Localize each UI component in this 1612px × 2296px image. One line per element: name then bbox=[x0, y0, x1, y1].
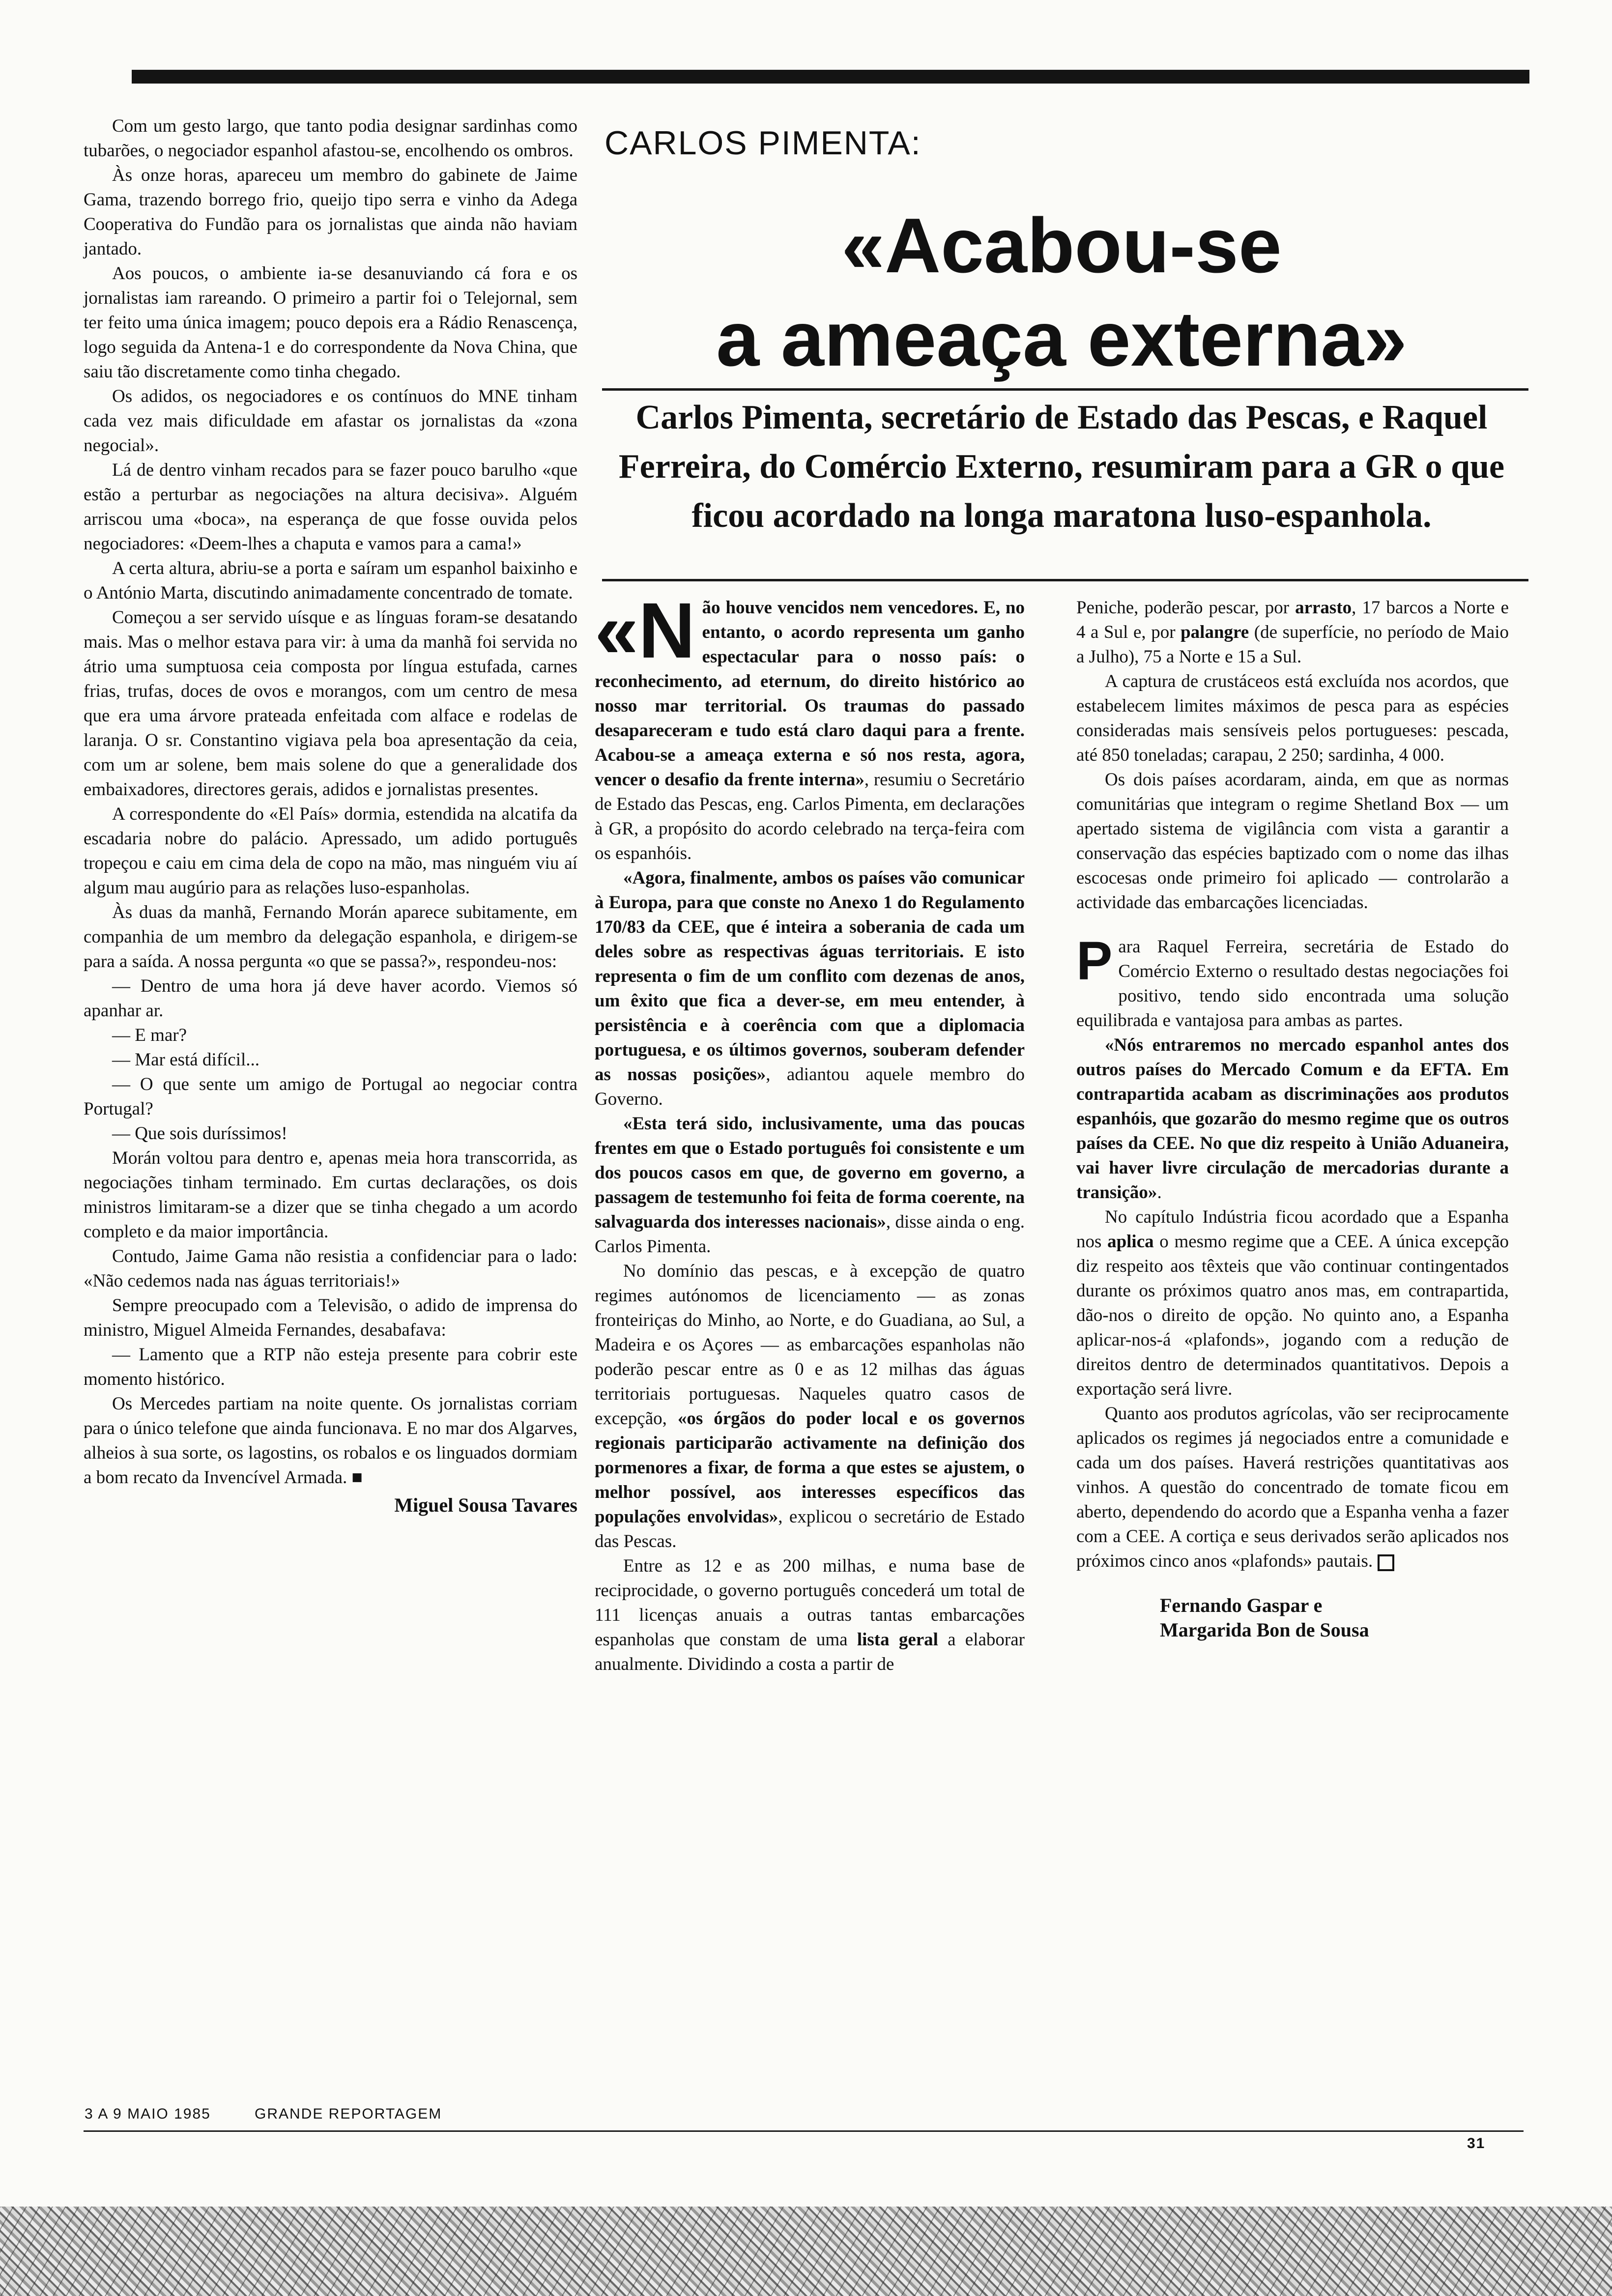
opening-paragraph bbox=[595, 586, 1025, 866]
bold-term: palangre bbox=[1180, 622, 1249, 642]
author-line: Fernando Gaspar e bbox=[1160, 1594, 1323, 1616]
dialogue-line: — Lamento que a RTP não esteja presente para cobrir este momento histórico. bbox=[84, 1345, 577, 1389]
body-text: . bbox=[1157, 1182, 1162, 1203]
left-paragraph: Contudo, Jaime Gama não resistia a confidenciar para o lado: «Não cedemos nada nas águas territoriais!» bbox=[84, 1246, 577, 1291]
body-text: , explicou o secretário de Estado das Pescas. bbox=[595, 1507, 1025, 1551]
right-authors bbox=[1160, 1593, 1509, 1642]
body-text: Entre as 12 e as 200 milhas, e numa base de reciprocidade, o governo português concederá um total de 111 licenças anuais a outras tantas embarcações espanholas que constam de uma bbox=[595, 1556, 1025, 1650]
left-paragraph bbox=[84, 1392, 577, 1490]
quote-attribution: , resumiu o Secretário de Estado das Pescas, eng. Carlos Pimenta, em declarações à GR, a propósito do acordo celebrado na terça-feira com os espanhóis. bbox=[595, 770, 1025, 863]
closing-paragraph-text: Os Mercedes partiam na noite quente. Os jornalistas corriam para o único telefone que ainda funcionava. E no mar dos Algarves, alheios à sua sorte, os lagostins, os robalos e os linguados dormiam a bom recato da Invencível Armada. bbox=[84, 1394, 577, 1488]
left-paragraph: Lá de dentro vinham recados para se fazer pouco barulho «que estão a perturbar as negociações na altura decisiva». Alguém arriscou uma «boca», na esperança de que fosse ouvida pelos negociadores: «Deem-lhes a chaputa e vamos para a cama!» bbox=[84, 460, 577, 554]
left-paragraph: Morán voltou para dentro e, apenas meia hora transcorrida, as negociações tinham terminado. Em curtas declarações, os dois ministros limitaram-se a dizer que se tinha chegado a um acordo completo e da maior importância. bbox=[84, 1148, 577, 1242]
right-paragraph: A captura de crustáceos está excluída nos acordos, que estabelecem limites máximos de pesca para as espécies consideradas mais sensíveis pelos portugueses: pescada, até 850 toneladas; carapau, 2 250; sardinha, 4 000. bbox=[1076, 671, 1509, 765]
left-paragraph: Às duas da manhã, Fernando Morán aparece subitamente, em companhia de um membro da delegação espanhola, e dirigem-se para a saída. A nossa pergunta «o que se passa?», respondeu-nos: bbox=[84, 902, 577, 972]
top-rule bbox=[132, 70, 1529, 84]
left-paragraph: Aos poucos, o ambiente ia-se desanuviando cá fora e os jornalistas iam rareando. O primeiro a partir foi o Telejornal, sem ter feito uma única imagem; pouco depois era a Rádio Renascença, logo seguida da Antena-1 e do correspondente da Nova China, que saiu tão discretamente como tinha chegado. bbox=[84, 263, 577, 382]
body-text: No capítulo Indústria ficou acordado que a Espanha nos bbox=[1076, 1207, 1509, 1252]
quote-attribution: , disse ainda o eng. Carlos Pimenta. bbox=[595, 1212, 1025, 1257]
left-paragraph: Sempre preocupado com a Televisão, o adido de imprensa do ministro, Miguel Almeida Fernandes, desabafava: bbox=[84, 1295, 577, 1340]
footer-rule bbox=[84, 2130, 1524, 2132]
scan-noise-overlay bbox=[0, 2207, 1612, 2296]
body-text: o mesmo regime que a CEE. A única excepção diz respeito aos têxteis que vão continuar contingentados durante os próximos quatro anos mas, em contrapartida, dão-nos o direito de opção. No quinto ano, a Espanha aplicar-nos-á «plafonds», jogando com a redução de direitos dentro de determinados quantitativos. Depois a exportação será livre. bbox=[1076, 1232, 1509, 1399]
mid-paragraph bbox=[595, 1259, 1025, 1554]
body-text: , 17 barcos a Norte e 4 a Sul e, por bbox=[1076, 598, 1509, 642]
headline-rule bbox=[602, 388, 1528, 391]
headline-line-1: «Acabou-se bbox=[841, 202, 1282, 289]
right-paragraph bbox=[1076, 1402, 1509, 1574]
footer-date: 3 A 9 MAIO 1985 bbox=[85, 2106, 211, 2122]
right-paragraph: Os dois países acordaram, ainda, em que as normas comunitárias que integram o regime Shetland Box — um apertado sistema de vigilância com vista a garantir a conservação das espécies baptizado com o nome das ilhas escocesas onde primeiro foi aplicado — controlarão a actividade das embarcações licenciadas. bbox=[1076, 770, 1509, 913]
dialogue-line: — Mar está difícil... bbox=[112, 1050, 260, 1070]
quote-bold: «Agora, finalmente, ambos os países vão comunicar à Europa, para que conste no Anexo 1 do Regulamento 170/83 da CEE, que é inteira a soberania de cada um deles sobre as respectivas águas territoriais. E isto representa o fim de um conflito com dezenas de anos, um êxito que fica a dever-se, em meu entender, à persistência e à coerência com que a diplomacia portuguesa, e os últimos governos, souberam defender as nossas posições» bbox=[595, 868, 1025, 1085]
end-square-icon: ■ bbox=[351, 1467, 363, 1488]
kicker: CARLOS PIMENTA: bbox=[604, 124, 921, 162]
left-paragraph: Às onze horas, apareceu um membro do gabinete de Jaime Gama, trazendo borrego frio, queijo tipo serra e vinho da Adega Cooperativa do Fundão para os jornalistas que ainda não haviam jantado. bbox=[84, 165, 577, 259]
end-mark-icon bbox=[1378, 1554, 1394, 1571]
left-author: Miguel Sousa Tavares bbox=[394, 1494, 577, 1516]
left-paragraph: Os adidos, os negociadores e os contínuos do MNE tinham cada vez mais dificuldade em afastar os jornalistas da «zona negocial». bbox=[84, 386, 577, 456]
bold-term: lista geral bbox=[857, 1630, 938, 1650]
drop-cap-p: P bbox=[1076, 931, 1113, 991]
dialogue-line: — E mar? bbox=[112, 1025, 187, 1045]
body-text: (de superfície, no período de Maio a Julho), 75 a Norte e 15 a Sul. bbox=[1076, 622, 1509, 667]
headline-line-2: a ameaça externa» bbox=[716, 296, 1407, 382]
dialogue-line: — Que sois duríssimos! bbox=[112, 1123, 288, 1144]
quote-bold: ão houve vencidos nem vencedores. E, no entanto, o acordo representa um ganho espectacular para o nosso país: o reconhecimento, ad eternum, do direito histórico ao nosso mar territorial. Os traumas do passado desapareceram e tudo está claro daqui para a frente. Acabou-se a ameaça externa e só nos resta, agora, vencer o desafio da frente interna» bbox=[595, 598, 1025, 790]
dialogue-line: — Dentro de uma hora já deve haver acordo. Viemos só apanhar ar. bbox=[84, 976, 577, 1021]
headline bbox=[600, 199, 1524, 386]
bold-term: aplica bbox=[1107, 1232, 1154, 1252]
body-text: Quanto aos produtos agrícolas, vão ser reciprocamente aplicados os regimes já negociados entre a comunidade e cada um dos países. Haverá restrições quantitativas aos vinhos. A questão do concentrado de tomate ficou em aberto, dependendo do acordo que a Espanha venha a fazer com a CEE. A cortiça e seus derivados serão aplicados nos próximos cinco anos «plafonds» pautais. bbox=[1076, 1404, 1509, 1571]
second-section-opening bbox=[1076, 931, 1509, 1033]
mid-paragraph bbox=[595, 1554, 1025, 1677]
mid-paragraph bbox=[595, 866, 1025, 1112]
middle-column bbox=[595, 586, 1025, 1677]
body-text: No domínio das pescas, e à excepção de quatro regimes autónomos de licenciamento — as zonas fronteiriças do Minho, ao Norte, e do Guadiana, ao Sul, a Madeira e os Açores — as embarcações espanholas não poderão pescar entre as 0 e as 12 milhas das águas territoriais portuguesas. Naqueles quatro casos de excepção, bbox=[595, 1261, 1025, 1429]
author-line: Margarida Bon de Sousa bbox=[1160, 1619, 1369, 1641]
left-paragraph: Começou a ser servido uísque e as línguas foram-se desatando mais. Mas o melhor estava para vir: à uma da manhã foi servida no átrio uma sumptuosa ceia composta por língua estufada, carnes frias, trufas, doces de ovos e morangos, com um centro de mesa que era uma árvore prateada enfeitada com alface e rodelas de laranja. O sr. Constantino vigiava pela boa apresentação da ceia, com um ar solene, bem mais solene do que a generalidade dos embaixadores, directores gerais, adidos e jornalistas presentes. bbox=[84, 607, 577, 800]
lead-paragraph: Carlos Pimenta, secretário de Estado das Pescas, e Raquel Ferreira, do Comércio Externo, resumiram para a GR o que ficou acordado na longa maratona luso-espanhola. bbox=[618, 399, 1505, 535]
left-paragraph: Com um gesto largo, que tanto podia designar sardinhas como tubarões, o negociador espanhol afastou-se, encolhendo os ombros. bbox=[84, 116, 577, 161]
lead-rule bbox=[602, 579, 1528, 581]
body-text: ara Raquel Ferreira, secretária de Estado do Comércio Externo o resultado destas negociações foi positivo, tendo sido encontrada uma solução equilibrada e vantajosa para ambas as partes. bbox=[1076, 937, 1509, 1031]
quote-attribution: , adiantou aquele membro do Governo. bbox=[595, 1064, 1025, 1109]
left-paragraph: A certa altura, abriu-se a porta e saíram um espanhol baixinho e o António Marta, discutindo animadamente concentrado de tomate. bbox=[84, 558, 577, 603]
right-column bbox=[1076, 596, 1509, 1642]
body-text: a elaborar anualmente. Dividindo a costa a partir de bbox=[595, 1630, 1025, 1674]
bold-term: arrasto bbox=[1295, 598, 1352, 618]
right-paragraph bbox=[1076, 1033, 1509, 1205]
dialogue-line: — O que sente um amigo de Portugal ao negociar contra Portugal? bbox=[84, 1074, 577, 1119]
right-paragraph bbox=[1076, 596, 1509, 669]
quote-bold: «os órgãos do poder local e os governos regionais participarão activamente na definição dos pormenores a fixar, de forma a que estes se ajustem, o melhor possível, aos interesses específicos das populações envolvidas» bbox=[595, 1408, 1025, 1527]
right-paragraph bbox=[1076, 1205, 1509, 1402]
quote-bold: «Nós entraremos no mercado espanhol antes dos outros países do Mercado Comum e da EFTA. Em contrapartida acabam as discriminações aos produtos espanhóis, que gozarão do mesmo regime que os outros países da CEE. No que diz respeito à União Aduaneira, vai haver livre circulação de mercadorias durante a transição» bbox=[1076, 1035, 1509, 1203]
left-paragraph: A correspondente do «El País» dormia, estendida na alcatifa da escadaria nobre do palácio. Apressado, um adido português tropeçou e caiu em cima dela de copo na mão, mas ninguém viu aí algum mau augúrio para as relações luso-espanholas. bbox=[84, 804, 577, 898]
body-text: Peniche, poderão pescar, por bbox=[1076, 598, 1295, 618]
left-column bbox=[84, 114, 577, 1518]
footer-publication: GRANDE REPORTAGEM bbox=[255, 2106, 442, 2122]
quote-bold: «Esta terá sido, inclusivamente, uma das poucas frentes em que o Estado português foi consistente e um dos poucos casos em que, de governo em governo, a passagem de testemunho foi feita de forma coerente, na salvaguarda dos interesses nacionais» bbox=[595, 1114, 1025, 1232]
page-number: 31 bbox=[1467, 2135, 1486, 2152]
mid-paragraph bbox=[595, 1112, 1025, 1259]
drop-cap: «N bbox=[595, 586, 695, 674]
